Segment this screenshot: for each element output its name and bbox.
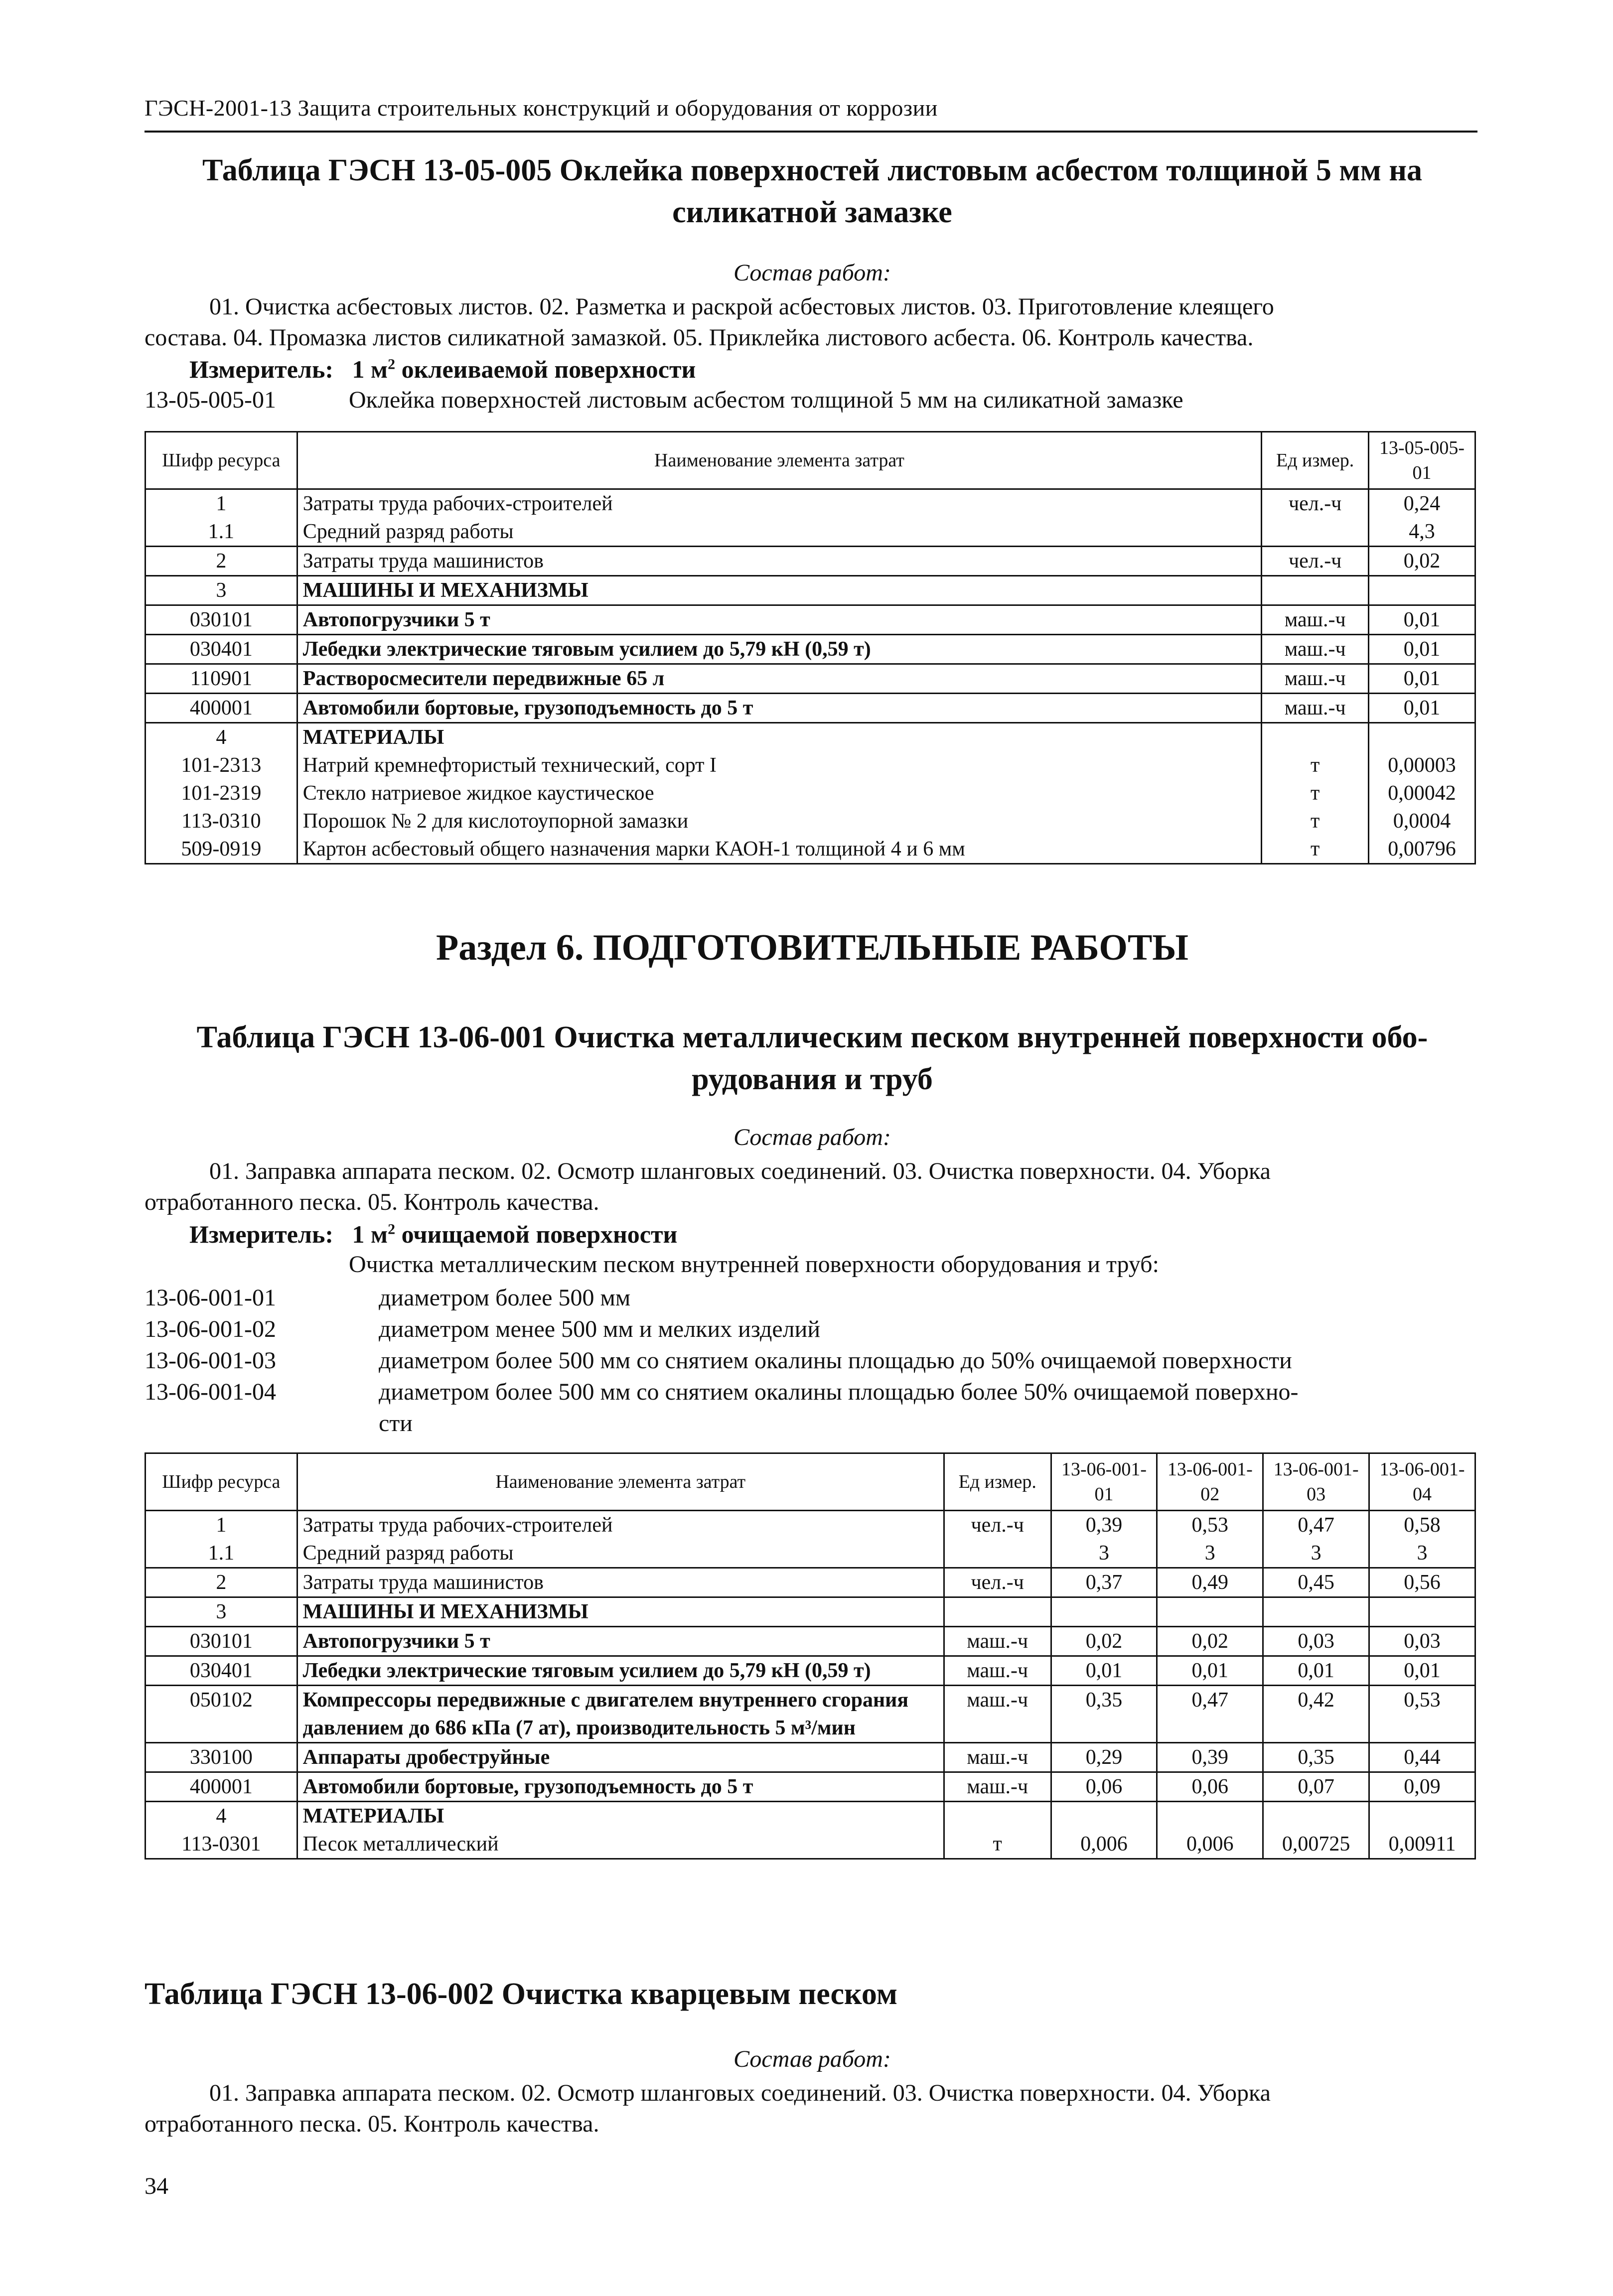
value-cell: 0,45 xyxy=(1263,1568,1369,1597)
table-row xyxy=(146,635,1475,664)
table-row xyxy=(146,576,1475,605)
table-row xyxy=(146,723,1475,752)
unit-cell: маш.-ч xyxy=(1262,664,1369,694)
unit-cell: т xyxy=(1262,751,1369,779)
value-cell: 0,03 xyxy=(1263,1627,1369,1656)
value-cell: 0,00003 xyxy=(1369,751,1475,779)
resource-name-cell: Затраты труда рабочих-строителей xyxy=(297,1511,944,1540)
resource-name-cell: Порошок № 2 для кислотоупорной замазки xyxy=(297,807,1261,835)
resource-name-cell: Средний разряд работы xyxy=(297,1539,944,1568)
resource-code-cell: 1 xyxy=(146,1511,297,1540)
value-cell: 0,07 xyxy=(1263,1772,1369,1802)
value-cell: 3 xyxy=(1051,1539,1157,1568)
resource-name-cell: Средний разряд работы xyxy=(297,518,1261,547)
value-cell: 0,29 xyxy=(1051,1743,1157,1772)
resource-name-cell: Песок металлический xyxy=(297,1830,944,1859)
unit-cell: т xyxy=(1262,779,1369,807)
resource-name-cell: Автопогрузчики 5 т xyxy=(297,1627,944,1656)
value-cell: 0,02 xyxy=(1157,1627,1263,1656)
value-cell: 0,47 xyxy=(1157,1686,1263,1743)
composition-label: Состав работ: xyxy=(733,260,891,286)
table-row xyxy=(146,1802,1475,1831)
value-cell: 0,01 xyxy=(1369,694,1475,723)
unit-cell: т xyxy=(1262,835,1369,864)
resource-name-cell: Аппараты дробеструйные xyxy=(297,1743,944,1772)
resource-code-cell: 330100 xyxy=(146,1743,297,1772)
unit-cell: чел.-ч xyxy=(1262,489,1369,518)
resource-code-cell: 030101 xyxy=(146,1627,297,1656)
value-cell xyxy=(1051,1597,1157,1627)
composition-label: Состав работ: xyxy=(733,1124,891,1150)
table-row xyxy=(146,1627,1475,1656)
header-rule xyxy=(145,131,1477,133)
value-cell xyxy=(1369,576,1475,605)
table-row xyxy=(146,1656,1475,1686)
resource-name-cell: Автомобили бортовые, грузоподъемность до 5 т xyxy=(297,1772,944,1802)
section-title: Раздел 6. ПОДГОТОВИТЕЛЬНЫЕ РАБОТЫ xyxy=(436,927,1188,968)
value-cell: 0,02 xyxy=(1369,547,1475,576)
value-cell: 0,44 xyxy=(1369,1743,1475,1772)
table-row xyxy=(146,807,1475,835)
resource-name-cell: Лебедки электрические тяговым усилием до 5,79 кН (0,59 т) xyxy=(297,1656,944,1686)
meter-line: Измеритель: 1 $м^2$ оклеиваемой поверхности xyxy=(189,355,696,383)
table-row xyxy=(146,1686,1475,1743)
unit-cell: маш.-ч xyxy=(944,1627,1051,1656)
value-cell: 0,53 xyxy=(1369,1686,1475,1743)
value-cell: 0,35 xyxy=(1051,1686,1157,1743)
unit-cell xyxy=(1262,576,1369,605)
running-header: ГЭСН-2001-13 Защита строительных конструкций и оборудования от коррозии xyxy=(145,95,938,121)
resource-code-cell: 050102 xyxy=(146,1686,297,1743)
value-cell: 0,03 xyxy=(1369,1627,1475,1656)
value-cell: 0,01 xyxy=(1369,605,1475,635)
resource-code-cell: 509-0919 xyxy=(146,835,297,864)
value-cell: 0,00725 xyxy=(1263,1830,1369,1859)
value-cell: 0,09 xyxy=(1369,1772,1475,1802)
resource-code-cell: 2 xyxy=(146,1568,297,1597)
norm-code-item: 13-06-001-01 диаметром более 500 мм xyxy=(145,1285,631,1311)
value-cell: 0,01 xyxy=(1369,1656,1475,1686)
resource-name-cell: Лебедки электрические тяговым усилием до 5,79 кН (0,59 т) xyxy=(297,635,1261,664)
value-cell: 0,47 xyxy=(1263,1511,1369,1540)
value-cell xyxy=(1369,723,1475,752)
resource-code-cell: 030401 xyxy=(146,1656,297,1686)
resource-code-cell: 400001 xyxy=(146,694,297,723)
value-cell: 0,39 xyxy=(1157,1743,1263,1772)
norm-code-item: 13-06-001-03 диаметром более 500 мм со снятием окалины площадью до 50% очищаемой поверхности xyxy=(145,1347,1292,1374)
table-row xyxy=(146,835,1475,864)
resource-name-cell: МАТЕРИАЛЫ xyxy=(297,723,1261,752)
resource-code-cell: 3 xyxy=(146,1597,297,1627)
norm-code-list: 13-06-001-01 диаметром более 500 мм 13-06-001-02 диаметром менее 500 мм и мелких изделий 13-06-001-03 диаметром более 500 мм со снятием окалины площадью до 50% очищаемой поверхности 13-06-001-04 диаметром более 500 мм со снятием окалины площадью более 50% очищаемой поверхно- сти xyxy=(145,1282,1299,1439)
resource-name-cell: Натрий кремнефтористый технический, сорт I xyxy=(297,751,1261,779)
value-cell: 0,01 xyxy=(1051,1656,1157,1686)
table-row xyxy=(146,1568,1475,1597)
unit-cell xyxy=(1262,518,1369,547)
table-row xyxy=(146,1539,1475,1568)
value-cell: 0,58 xyxy=(1369,1511,1475,1540)
value-cell: 0,006 xyxy=(1157,1830,1263,1859)
resource-code-cell: 113-0301 xyxy=(146,1830,297,1859)
resource-code-cell: 1.1 xyxy=(146,518,297,547)
unit-cell xyxy=(1262,723,1369,752)
table-title-13-05-005: Таблица ГЭСН 13-05-005 Оклейка поверхностей листовым асбестом толщиной 5 мм на силикатной замазке xyxy=(202,153,1423,229)
value-cell xyxy=(1051,1802,1157,1831)
resource-name-cell: Автомобили бортовые, грузоподъемность до 5 т xyxy=(297,694,1261,723)
works-paragraph: 01. Очистка асбестовых листов. 02. Разметка и раскрой асбестовых листов. 03. Приготовление клеящего состава. 04. Промазка листов силикатной замазкой. 05. Приклейка листового асбеста. 06. Контроль качества. xyxy=(145,293,1274,351)
norm-intro: Очистка металлическим песком внутренней поверхности оборудования и труб: xyxy=(349,1251,1159,1278)
resource-code-cell: 2 xyxy=(146,547,297,576)
value-cell: 0,006 xyxy=(1051,1830,1157,1859)
table-title-13-06-001: Таблица ГЭСН 13-06-001 Очистка металлическим песком внутренней поверхности обо- рудования и труб xyxy=(196,1020,1428,1096)
unit-cell xyxy=(944,1802,1051,1831)
resource-name-cell: Растворосмесители передвижные 65 л xyxy=(297,664,1261,694)
table-row xyxy=(146,1772,1475,1802)
value-cell: 0,01 xyxy=(1263,1656,1369,1686)
composition-label: Состав работ: xyxy=(733,2046,891,2072)
value-cell xyxy=(1157,1802,1263,1831)
table-row xyxy=(146,1743,1475,1772)
value-cell: 0,06 xyxy=(1051,1772,1157,1802)
table-header-row: Шифр ресурса Наименование элемента затрат Ед измер. 13-06-001-01 13-06-001-02 13-06-001-03 13-06-001-04 xyxy=(146,1453,1475,1511)
resource-code-cell: 4 xyxy=(146,1802,297,1831)
resource-table-13-05-005 xyxy=(145,431,1476,864)
table-row xyxy=(146,751,1475,779)
page-number: 34 xyxy=(145,2173,168,2199)
unit-cell xyxy=(944,1539,1051,1568)
value-cell xyxy=(1157,1597,1263,1627)
value-cell: 0,35 xyxy=(1263,1743,1369,1772)
table-row xyxy=(146,779,1475,807)
meter-line: Измеритель: 1 $м^2$ очищаемой поверхности xyxy=(189,1220,678,1248)
value-cell: 0,56 xyxy=(1369,1568,1475,1597)
value-cell: 0,37 xyxy=(1051,1568,1157,1597)
resource-name-cell: Компрессоры передвижные с двигателем внутреннего сгорания давлением до 686 кПа (7 ат), производительность 5 м³/мин xyxy=(297,1686,944,1743)
value-cell: 0,00042 xyxy=(1369,779,1475,807)
resource-name-cell: Стекло натриевое жидкое каустическое xyxy=(297,779,1261,807)
unit-cell: маш.-ч xyxy=(944,1772,1051,1802)
value-cell: 0,06 xyxy=(1157,1772,1263,1802)
value-cell: 3 xyxy=(1157,1539,1263,1568)
table-row xyxy=(146,489,1475,518)
value-cell: 0,00796 xyxy=(1369,835,1475,864)
table-row xyxy=(146,1830,1475,1859)
unit-cell xyxy=(944,1597,1051,1627)
table-header-row: Шифр ресурса Наименование элемента затрат Ед измер. 13-05-005-01 xyxy=(146,432,1475,489)
norm-code-item: 13-06-001-04 диаметром более 500 мм со снятием окалины площадью более 50% очищаемой поверхно- xyxy=(145,1379,1299,1405)
unit-cell: маш.-ч xyxy=(1262,694,1369,723)
unit-cell: чел.-ч xyxy=(1262,547,1369,576)
resource-code-cell: 030401 xyxy=(146,635,297,664)
table-row xyxy=(146,547,1475,576)
value-cell: 3 xyxy=(1263,1539,1369,1568)
value-cell: 0,24 xyxy=(1369,489,1475,518)
resource-code-cell: 101-2313 xyxy=(146,751,297,779)
value-cell xyxy=(1369,1597,1475,1627)
resource-name-cell: Затраты труда машинистов xyxy=(297,1568,944,1597)
resource-code-cell: 1 xyxy=(146,489,297,518)
value-cell: 0,01 xyxy=(1369,635,1475,664)
table-title-13-06-002: Таблица ГЭСН 13-06-002 Очистка кварцевым песком xyxy=(145,1977,897,2011)
value-cell: 0,42 xyxy=(1263,1686,1369,1743)
resource-table-13-06-001 xyxy=(145,1452,1476,1860)
table-row xyxy=(146,605,1475,635)
norm-code-item: 13-06-001-02 диаметром менее 500 мм и мелких изделий xyxy=(145,1316,821,1342)
value-cell xyxy=(1369,1802,1475,1831)
unit-cell: чел.-ч xyxy=(944,1511,1051,1540)
value-cell: 0,39 xyxy=(1051,1511,1157,1540)
resource-code-cell: 1.1 xyxy=(146,1539,297,1568)
resource-code-cell: 4 xyxy=(146,723,297,752)
norm-code-line: 13-05-005-01 Оклейка поверхностей листовым асбестом толщиной 5 мм на силикатной замазке xyxy=(145,387,1183,413)
unit-cell: чел.-ч xyxy=(944,1568,1051,1597)
unit-cell: т xyxy=(944,1830,1051,1859)
value-cell xyxy=(1263,1802,1369,1831)
resource-name-cell: МАШИНЫ И МЕХАНИЗМЫ xyxy=(297,576,1261,605)
resource-code-cell: 030101 xyxy=(146,605,297,635)
resource-code-cell: 113-0310 xyxy=(146,807,297,835)
unit-cell: маш.-ч xyxy=(944,1656,1051,1686)
value-cell xyxy=(1263,1597,1369,1627)
value-cell: 0,53 xyxy=(1157,1511,1263,1540)
unit-cell: маш.-ч xyxy=(1262,605,1369,635)
works-paragraph: 01. Заправка аппарата песком. 02. Осмотр шланговых соединений. 03. Очистка поверхности. 04. Уборка отработанного песка. 05. Контроль качества. xyxy=(145,2080,1271,2137)
value-cell: 0,00911 xyxy=(1369,1830,1475,1859)
value-cell: 0,49 xyxy=(1157,1568,1263,1597)
resource-code-cell: 110901 xyxy=(146,664,297,694)
table-row xyxy=(146,694,1475,723)
resource-name-cell: Картон асбестовый общего назначения марки КАОН-1 толщиной 4 и 6 мм xyxy=(297,835,1261,864)
resource-name-cell: Затраты труда рабочих-строителей xyxy=(297,489,1261,518)
unit-cell: маш.-ч xyxy=(944,1743,1051,1772)
resource-code-cell: 3 xyxy=(146,576,297,605)
table-row xyxy=(146,664,1475,694)
unit-cell: т xyxy=(1262,807,1369,835)
unit-cell: маш.-ч xyxy=(1262,635,1369,664)
table-row xyxy=(146,1597,1475,1627)
works-paragraph: 01. Заправка аппарата песком. 02. Осмотр шланговых соединений. 03. Очистка поверхности. 04. Уборка отработанного песка. 05. Контроль качества. xyxy=(145,1158,1271,1215)
value-cell: 3 xyxy=(1369,1539,1475,1568)
resource-name-cell: МАТЕРИАЛЫ xyxy=(297,1802,944,1831)
value-cell: 4,3 xyxy=(1369,518,1475,547)
value-cell: 0,0004 xyxy=(1369,807,1475,835)
resource-code-cell: 101-2319 xyxy=(146,779,297,807)
value-cell: 0,01 xyxy=(1369,664,1475,694)
resource-code-cell: 400001 xyxy=(146,1772,297,1802)
value-cell: 0,01 xyxy=(1157,1656,1263,1686)
table-row xyxy=(146,518,1475,547)
value-cell: 0,02 xyxy=(1051,1627,1157,1656)
resource-name-cell: МАШИНЫ И МЕХАНИЗМЫ xyxy=(297,1597,944,1627)
unit-cell: маш.-ч xyxy=(944,1686,1051,1743)
table-row xyxy=(146,1511,1475,1540)
resource-name-cell: Затраты труда машинистов xyxy=(297,547,1261,576)
resource-name-cell: Автопогрузчики 5 т xyxy=(297,605,1261,635)
